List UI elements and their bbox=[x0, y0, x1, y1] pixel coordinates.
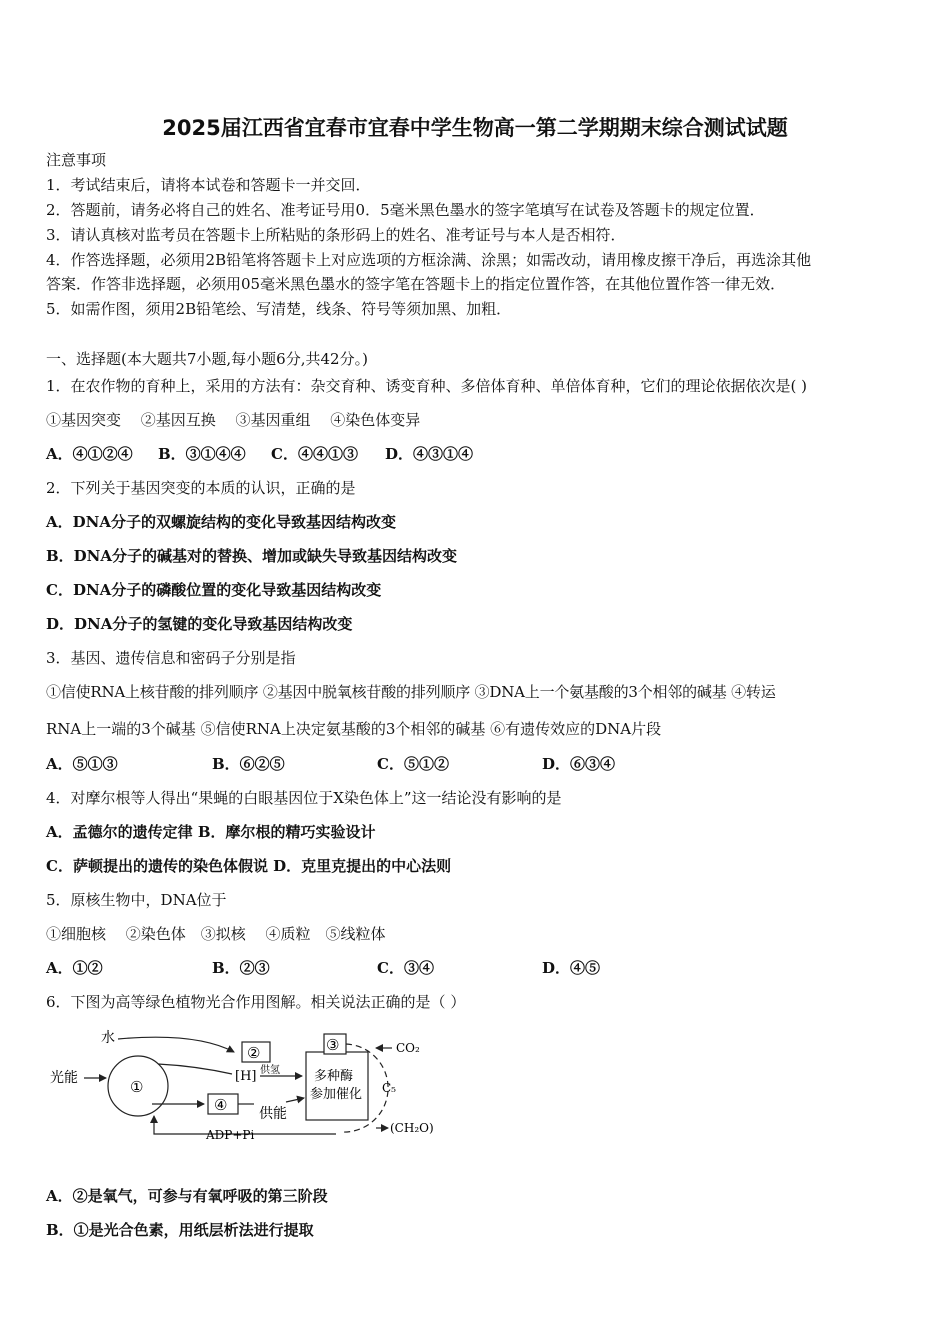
question-3-stem: 3．基因、遗传信息和密码子分别是指 bbox=[46, 649, 296, 667]
section-heading: 一、选择题(本大题共7小题,每小题6分,共42分。) bbox=[46, 350, 368, 368]
option-b[interactable]: B．①是光合色素，用纸层析法进行提取 bbox=[46, 1221, 314, 1239]
option-a[interactable]: A．⑤①③ bbox=[46, 755, 118, 773]
photosynthesis-diagram bbox=[46, 1022, 446, 1150]
option-a[interactable]: A．DNA分子的双螺旋结构的变化导致基因结构改变 bbox=[46, 513, 396, 531]
enzyme-label-2: 参加催化 bbox=[310, 1087, 363, 1102]
question-3-items: ①信使RNA上核苷酸的排列顺序 ②基因中脱氧核苷酸的排列顺序 ③DNA上一个氨基酸的3个相邻的碱基 ④转运 bbox=[46, 683, 776, 701]
supply-h-label: 供氢 bbox=[260, 1065, 280, 1076]
notice-item: 5．如需作图，须用2B铅笔绘、写清楚，线条、符号等须加黑、加粗． bbox=[46, 300, 512, 318]
option-d[interactable]: D．DNA分子的氢键的变化导致基因结构改变 bbox=[46, 615, 353, 633]
question-3-items: RNA上一端的3个碱基 ⑤信使RNA上决定氨基酸的3个相邻的碱基 ⑥有遗传效应的DNA片段 bbox=[46, 720, 662, 738]
c5-label: C₅ bbox=[382, 1081, 396, 1095]
notice-item: 答案．作答非选择题，必须用05毫米黑色墨水的签字笔在答题卡上的指定位置作答，在其他位置作答一律无效． bbox=[46, 275, 786, 293]
question-1-stem: 1．在农作物的育种上，采用的方法有：杂交育种、诱变育种、多倍体育种、单倍体育种，它们的理论依据依次是( ) bbox=[46, 377, 808, 395]
light-label: 光能 bbox=[50, 1070, 78, 1086]
option-c[interactable]: C．DNA分子的磷酸位置的变化导致基因结构改变 bbox=[46, 581, 382, 599]
box-3-label: ③ bbox=[326, 1036, 340, 1054]
box-4-label: ④ bbox=[214, 1096, 228, 1114]
water-label: 水 bbox=[101, 1030, 115, 1046]
option-b[interactable]: B．③①④④ bbox=[158, 445, 246, 463]
h-arrow bbox=[158, 1064, 232, 1074]
question-3-options bbox=[46, 754, 615, 774]
option-d[interactable]: D．⑥③④ bbox=[542, 755, 616, 773]
enzyme-label-1: 多种酶 bbox=[314, 1069, 354, 1084]
option-b[interactable]: B．DNA分子的碱基对的替换、增加或缺失导致基因结构改变 bbox=[46, 547, 458, 565]
option-a[interactable]: A．②是氧气，可参与有氧呼吸的第三阶段 bbox=[46, 1187, 328, 1205]
option-d[interactable]: D．④⑤ bbox=[542, 959, 601, 977]
notice-item: 1．考试结束后，请将本试卷和答题卡一并交回． bbox=[46, 176, 371, 194]
notice-heading: 注意事项 bbox=[46, 151, 107, 169]
circle-1-label: ① bbox=[130, 1078, 144, 1096]
option-c[interactable]: C．③④ bbox=[377, 959, 434, 977]
question-5-options bbox=[46, 958, 600, 978]
option-a[interactable]: A．④①②④ bbox=[46, 445, 133, 463]
question-2-stem: 2．下列关于基因突变的本质的认识，正确的是 bbox=[46, 479, 356, 497]
option-b[interactable]: B．⑥②⑤ bbox=[212, 755, 285, 773]
option-c[interactable]: C．⑤①② bbox=[377, 755, 449, 773]
adp-label: ADP+Pi bbox=[206, 1128, 255, 1142]
option-c[interactable]: C．④④①③ bbox=[271, 445, 358, 463]
question-1-options bbox=[46, 444, 473, 464]
h-label: [H] bbox=[235, 1069, 257, 1084]
notice-item: 3．请认真核对监考员在答题卡上所粘贴的条形码上的姓名、准考证号与本人是否相符． bbox=[46, 226, 626, 244]
question-1-items: ①基因突变 ②基因互换 ③基因重组 ④染色体变异 bbox=[46, 411, 421, 429]
supply-energy-label: 供能 bbox=[259, 1106, 287, 1122]
option-a[interactable]: A．①② bbox=[46, 959, 103, 977]
question-5-stem: 5．原核生物中，DNA位于 bbox=[46, 891, 227, 909]
ch2o-label: (CH₂O) bbox=[390, 1121, 434, 1135]
page-title: 2025届江西省宜春市宜春中学生物高一第二学期期末综合测试试题 bbox=[162, 116, 788, 140]
water-arrow bbox=[118, 1037, 234, 1052]
question-4-stem: 4．对摩尔根等人得出“果蝇的白眼基因位于X染色体上”这一结论没有影响的是 bbox=[46, 789, 562, 807]
supply-energy-arrow bbox=[286, 1098, 304, 1102]
question-4-options[interactable]: C．萨顿提出的遗传的染色体假说 D．克里克提出的中心法则 bbox=[46, 857, 452, 875]
enzyme-box bbox=[306, 1052, 368, 1120]
option-d[interactable]: D．④③①④ bbox=[385, 445, 474, 463]
box-2-label: ② bbox=[247, 1044, 261, 1062]
question-4-options[interactable]: A．孟德尔的遗传定律 B．摩尔根的精巧实验设计 bbox=[46, 823, 376, 841]
notice-item: 4．作答选择题，必须用2B铅笔将答题卡上对应选项的方框涂满、涂黑；如需改动，请用橡皮擦干净后，再选涂其他 bbox=[46, 251, 812, 269]
notice-item: 2．答题前，请务必将自己的姓名、准考证号用0．5毫米黑色墨水的签字笔填写在试卷及答题卡的规定位置． bbox=[46, 201, 765, 219]
option-b[interactable]: B．②③ bbox=[212, 959, 270, 977]
question-5-items: ①细胞核 ②染色体 ③拟核 ④质粒 ⑤线粒体 bbox=[46, 925, 386, 943]
co2-label: CO₂ bbox=[396, 1041, 420, 1055]
question-6-stem: 6．下图为高等绿色植物光合作用图解。相关说法正确的是（ ） bbox=[46, 993, 466, 1011]
